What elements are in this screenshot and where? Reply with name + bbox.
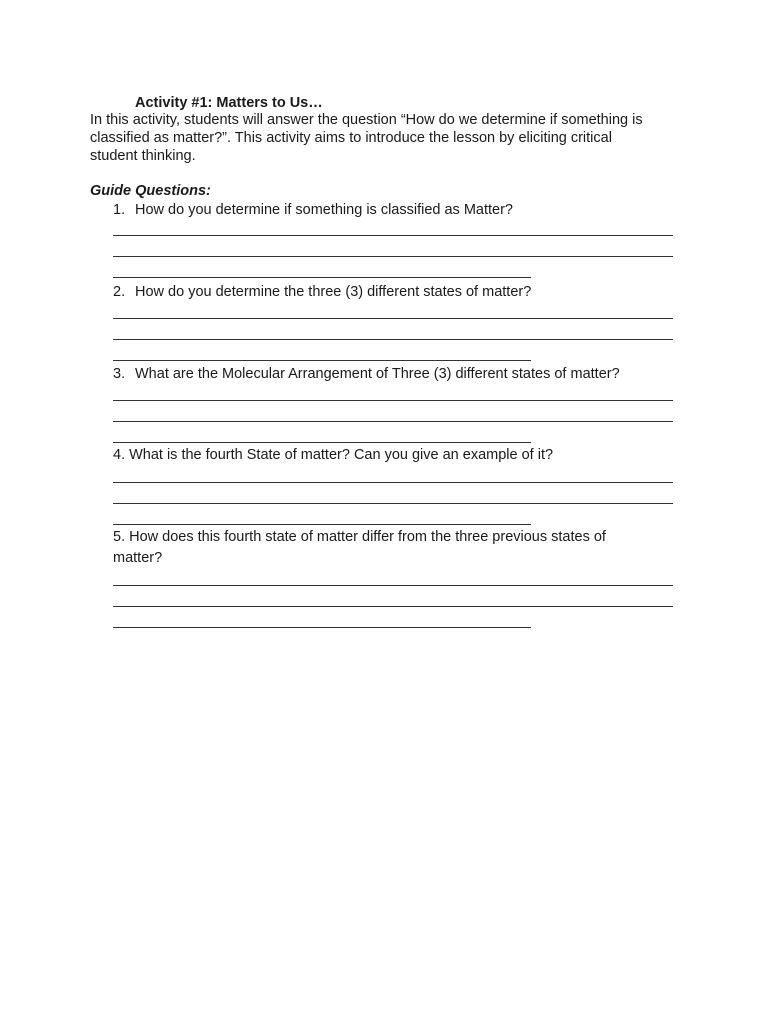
answer-line: [113, 400, 673, 401]
answer-line: [113, 339, 673, 340]
question-number: 2.: [113, 284, 126, 300]
answer-line: [113, 442, 531, 443]
activity-title: Activity #1: Matters to Us…: [135, 95, 323, 111]
answer-line: [113, 360, 531, 361]
question-5: [113, 527, 606, 547]
intro-line: In this activity, students will answer the question “How do we determine if something is: [90, 112, 643, 128]
answer-line: [113, 235, 673, 236]
question-3: [113, 364, 620, 384]
answer-line: [113, 256, 673, 257]
answer-line: [113, 503, 673, 504]
question-text: What are the Molecular Arrangement of Three (3) different states of matter?: [135, 366, 620, 382]
question-number: 3.: [113, 366, 126, 382]
question-number: 4.: [113, 447, 126, 463]
question-text: How does this fourth state of matter differ from the three previous states of: [129, 529, 606, 545]
answer-line: [113, 627, 531, 628]
answer-line: [113, 421, 673, 422]
answer-line: [113, 482, 673, 483]
question-text: What is the fourth State of matter? Can you give an example of it?: [129, 447, 554, 463]
question-1: [113, 200, 513, 220]
question-4: [113, 445, 553, 465]
question-number: 1.: [113, 202, 126, 218]
question-text: How do you determine if something is classified as Matter?: [135, 202, 513, 218]
answer-line: [113, 318, 673, 319]
intro-line: classified as matter?”. This activity aims to introduce the lesson by eliciting critical: [90, 130, 612, 146]
question-text: How do you determine the three (3) different states of matter?: [135, 284, 532, 300]
intro-line: student thinking.: [90, 148, 196, 164]
answer-line: [113, 277, 531, 278]
activity-intro: [90, 111, 680, 165]
answer-line: [113, 606, 673, 607]
question-5-continuation: matter?: [113, 550, 163, 566]
answer-line: [113, 524, 531, 525]
question-number: 5.: [113, 529, 126, 545]
guide-questions-heading: Guide Questions:: [90, 183, 211, 199]
answer-line: [113, 585, 673, 586]
question-2: [113, 282, 531, 302]
